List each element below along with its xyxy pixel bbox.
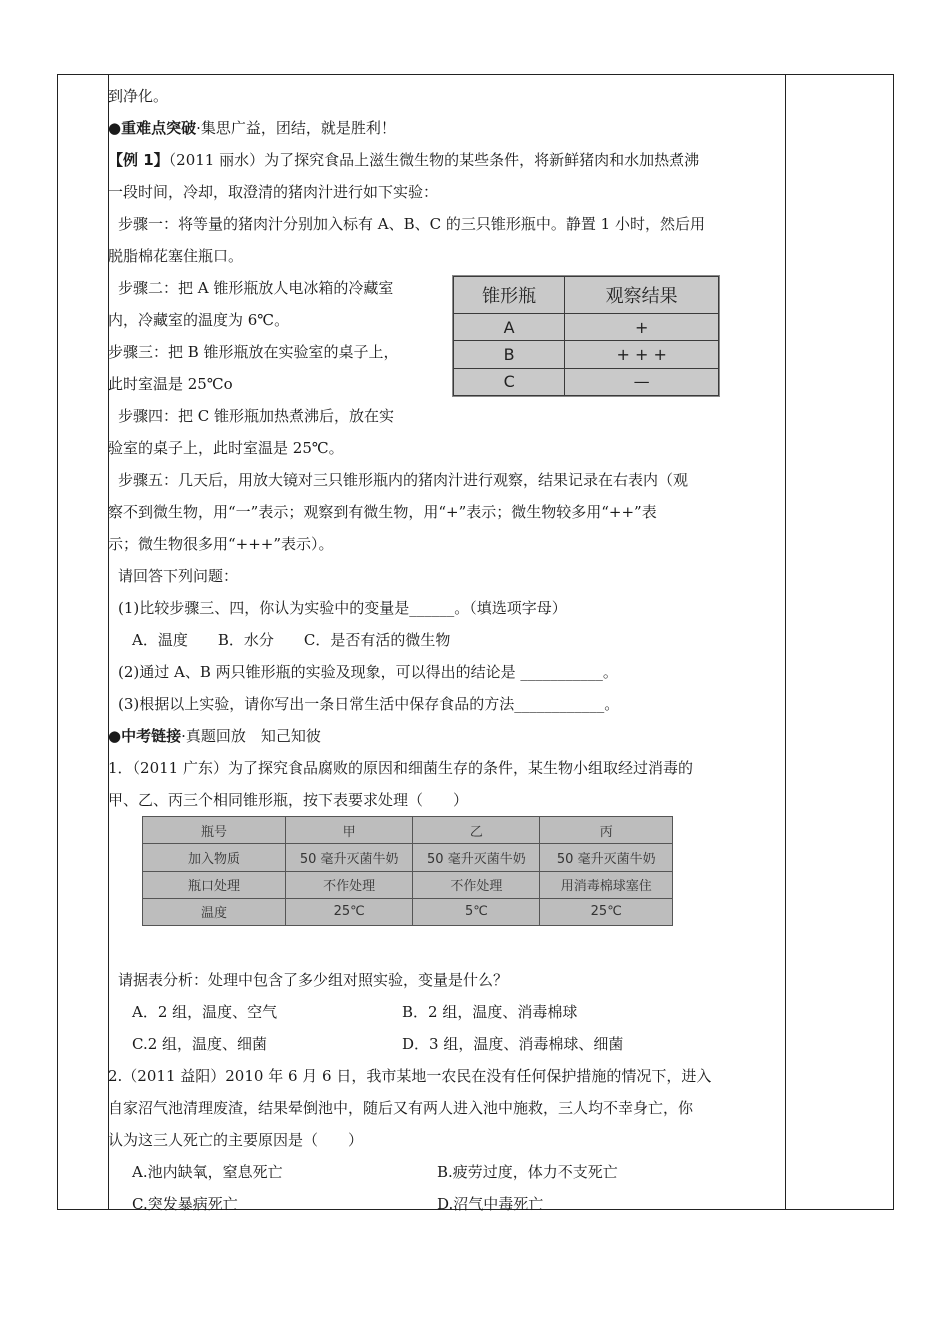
table-cell: + + + [565, 341, 719, 368]
option-c: C.2 组，温度、细菌 [132, 1035, 268, 1053]
text-line: 此时室温是 25℃o [108, 375, 233, 393]
table-header-cell: 锥形瓶 [454, 277, 565, 314]
option-a: A．2 组，温度、空气 [132, 1003, 278, 1021]
question-3: (3)根据以上实验，请你写出一条日常生活中保存食品的方法____________。 [118, 695, 620, 713]
table-cell: C [454, 368, 565, 395]
text-line: 认为这三人死亡的主要原因是（ ） [108, 1131, 364, 1149]
question-2: (2)通过 A、B 两只锥形瓶的实验及现象，可以得出的结论是 ___________。 [118, 663, 618, 681]
option-b: B.疲劳过度，体力不支死亡 [437, 1163, 618, 1181]
text-line: 验室的桌子上，此时室温是 25℃。 [108, 439, 344, 457]
heading-label: ●中考链接 [108, 727, 182, 745]
question-1: (1)比较步骤三、四，你认为实验中的变量是______。（填选项字母） [118, 599, 567, 617]
heading-label: ●重难点突破 [108, 119, 197, 137]
table-cell: 5℃ [413, 898, 540, 925]
table-cell: B [454, 341, 565, 368]
table-cell: 50 毫升灭菌牛奶 [286, 844, 413, 871]
text-line: 到净化。 [108, 87, 169, 105]
table-header-cell: 瓶号 [143, 817, 286, 844]
step-1-line: 步骤一：将等量的猪肉汁分别加入标有 A、B、C 的三只锥形瓶中。静置 1 小时，然后用 [118, 215, 705, 233]
table-header-cell: 观察结果 [565, 277, 719, 314]
table-cell: 不作处理 [413, 871, 540, 898]
table-header-cell: 乙 [413, 817, 540, 844]
table-cell: + [565, 313, 719, 340]
step-3-line: 步骤三：把 B 锥形瓶放在实验室的桌子上， [108, 343, 399, 361]
exam-question-2-options-row-1 [108, 1156, 784, 1188]
table-cell: 25℃ [540, 898, 673, 925]
heading-motto: ·真题回放 知己知彼 [181, 727, 321, 745]
milk-treatment-table-image [142, 816, 673, 926]
question-prompt: 请回答下列问题： [118, 567, 239, 585]
table-cell: 50 毫升灭菌牛奶 [413, 844, 540, 871]
example-label: 【例 1】 [108, 151, 169, 169]
lesson-content [108, 74, 784, 1220]
table-cell: 加入物质 [143, 844, 286, 871]
step-2-line: 步骤二：把 A 锥形瓶放人电冰箱的冷藏室 [118, 279, 394, 297]
text-line: 内，冷藏室的温度为 6℃。 [108, 311, 290, 329]
example-text: （2011 丽水）为了探究食品上滋生微生物的某些条件，将新鲜猪肉和水加热煮沸 [168, 151, 700, 169]
text-line: 示；微生物很多用“+++”表示）。 [108, 535, 334, 553]
exam-question-2: 2.（2011 益阳）2010 年 6 月 6 日，我市某地一农民在没有任何保护措施的情况下，进入 [108, 1067, 712, 1085]
heading-motto: ·集思广益，团结，就是胜利！ [196, 119, 396, 137]
right-column-divider [785, 75, 786, 1209]
table-cell: — [565, 368, 719, 395]
example-1-intro [108, 144, 784, 176]
table-cell: 50 毫升灭菌牛奶 [540, 844, 673, 871]
option-d: D.沼气中毒死亡 [437, 1195, 544, 1213]
exam-question-1-prompt: 请据表分析：处理中包含了多少组对照实验，变量是什么？ [118, 971, 509, 989]
option-c: C.突发暴病死亡 [132, 1195, 238, 1213]
step-5-line: 步骤五：几天后，用放大镜对三只锥形瓶内的猪肉汁进行观察，结果记录在右表内（观 [118, 471, 689, 489]
table-header-cell: 甲 [286, 817, 413, 844]
exam-question-1: 1．（2011 广东）为了探究食品腐败的原因和细菌生存的条件，某生物小组取经过消毒的 [108, 759, 693, 777]
option-a: A.池内缺氧，窒息死亡 [132, 1163, 283, 1181]
flask-results-table-image [452, 275, 720, 397]
table-cell: 瓶口处理 [143, 871, 286, 898]
option-b: B．2 组，温度、消毒棉球 [402, 1003, 578, 1021]
table-cell: 温度 [143, 898, 286, 925]
table-cell: A [454, 313, 565, 340]
text-line: 脱脂棉花塞住瓶口。 [108, 247, 244, 265]
table-cell: 不作处理 [286, 871, 413, 898]
table-cell: 用消毒棉球塞住 [540, 871, 673, 898]
text-line: 自家沼气池清理废渣，结果晕倒池中，随后又有两人进入池中施救，三人均不幸身亡，你 [108, 1099, 694, 1117]
section-heading-key-points [108, 112, 784, 144]
exam-question-1-options-row-1 [108, 996, 784, 1028]
option-d: D．3 组，温度、消毒棉球、细菌 [402, 1035, 624, 1053]
table-cell: 25℃ [286, 898, 413, 925]
step-4-line: 步骤四：把 C 锥形瓶加热煮沸后，放在实 [118, 407, 395, 425]
section-heading-exam-link [108, 720, 784, 752]
exam-question-2-options-row-2 [108, 1188, 784, 1220]
text-line: 甲、乙、丙三个相同锥形瓶，按下表要求处理（ ） [108, 791, 469, 809]
table-header-cell: 丙 [540, 817, 673, 844]
question-1-options: A．温度 B．水分 C．是否有活的微生物 [132, 631, 451, 649]
exam-question-1-options-row-2 [108, 1028, 784, 1060]
text-line: 察不到微生物，用“一”表示；观察到有微生物，用“+”表示；微生物较多用“++”表 [108, 503, 657, 521]
text-line: 一段时间，冷却，取澄清的猪肉汁进行如下实验： [108, 183, 439, 201]
